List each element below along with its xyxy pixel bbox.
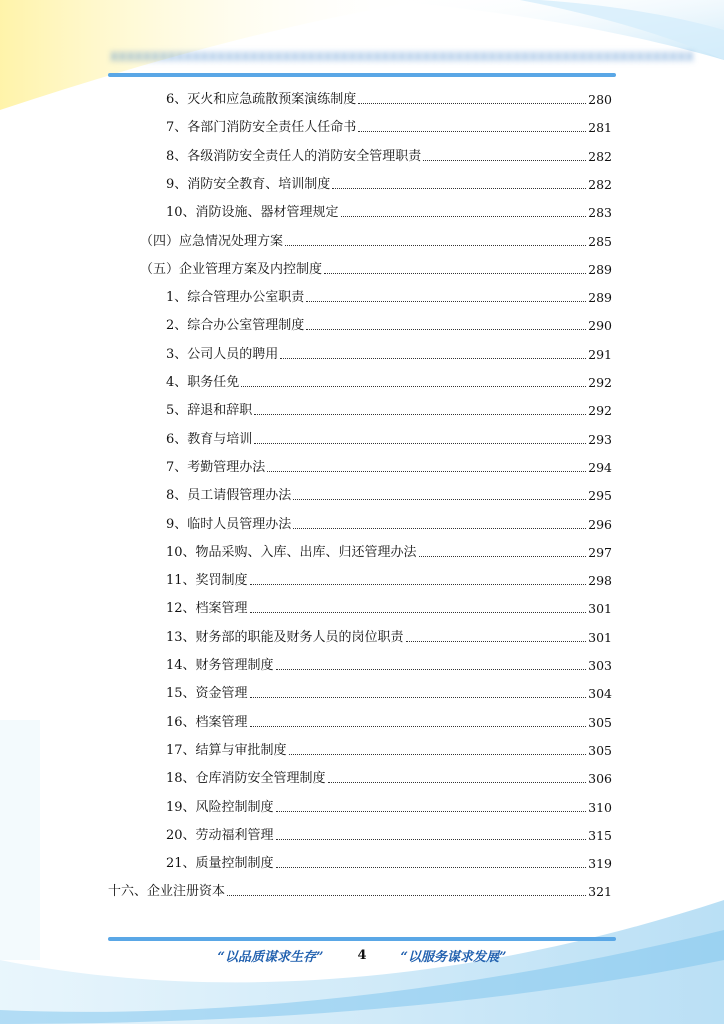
toc-entry[interactable] [140,230,612,250]
toc-leader-dots [241,386,586,387]
toc-leader-dots [358,103,586,104]
toc-entry-page: 298 [588,573,612,589]
toc-entry-page: 301 [588,629,612,645]
toc-entry[interactable] [166,286,612,306]
toc-entry-page: 297 [588,544,612,560]
toc-entry[interactable] [166,399,612,419]
toc-entry-label: 8、员工请假管理办法 [166,488,292,504]
toc-entry[interactable] [166,116,612,136]
toc-entry[interactable] [166,343,612,363]
toc-entry-label: 8、各级消防安全责任人的消防安全管理职责 [166,148,422,164]
toc-entry-label: 10、物品采购、入库、出库、归还管理办法 [166,544,417,560]
toc-entry-page: 310 [588,799,612,815]
toc-entry[interactable] [166,173,612,193]
toc-entry-page: 291 [588,346,612,362]
toc-entry[interactable] [166,654,612,674]
toc-entry-label: 21、质量控制制度 [166,856,274,872]
toc-leader-dots [289,754,587,755]
toc-entry-page: 292 [588,375,612,390]
toc-entry-label: 1、综合管理办公室职责 [166,290,305,306]
toc-entry[interactable] [166,456,612,476]
toc-leader-dots [250,697,587,698]
toc-entry-label: 17、结算与审批制度 [166,742,287,758]
toc-leader-dots [227,895,586,896]
toc-leader-dots [276,867,587,868]
toc-entry-label: 9、临时人员管理办法 [166,516,292,532]
toc-leader-dots [254,443,586,444]
toc-leader-dots [306,329,586,330]
toc-leader-dots [280,358,586,359]
toc-entry-label: 16、档案管理 [166,714,248,730]
toc-leader-dots [276,811,587,812]
toc-leader-dots [293,499,586,500]
toc-entry-label: 7、各部门消防安全责任人任命书 [166,120,357,136]
toc-entry-label: 7、考勤管理办法 [166,459,266,475]
toc-entry-page: 303 [588,658,612,673]
toc-entry-page: 295 [588,488,612,504]
footer-divider [108,937,616,941]
toc-leader-dots [419,556,587,557]
toc-leader-dots [358,131,586,132]
toc-entry-page: 319 [588,856,612,872]
toc-leader-dots [306,301,586,302]
toc-entry-label: 10、消防设施、器材管理规定 [166,205,339,221]
page-number: 4 [357,947,367,963]
toc-leader-dots [250,612,587,613]
footer-left-slogan: “以品质谋求生存” [217,949,324,965]
toc-entry[interactable] [166,597,612,617]
toc-entry-label: 6、教育与培训 [166,431,253,447]
toc-leader-dots [267,471,586,472]
toc-entry[interactable] [166,88,612,108]
toc-entry-label: 20、劳动福利管理 [166,827,274,843]
toc-entry-page: 280 [588,92,612,107]
toc-entry-label: 18、仓库消防安全管理制度 [166,771,326,787]
toc-entry-label: 十六、企业注册资本 [108,884,226,900]
toc-entry-page: 301 [588,601,612,617]
toc-entry[interactable] [108,880,612,900]
toc-leader-dots [285,245,586,246]
toc-entry[interactable] [166,852,612,872]
toc-entry[interactable] [166,541,612,561]
toc-entry[interactable] [166,484,612,504]
toc-entry-label: （四）应急情况处理方案 [140,233,284,249]
toc-entry-page: 305 [588,742,612,758]
toc-entry-page: 292 [588,403,612,419]
toc-entry[interactable] [166,626,612,646]
toc-entry-label: 11、奖罚制度 [166,573,248,589]
header-blurred-text: XXXXXXXXXXXXXXXXXXXXXXXXXXXXXXXXXXXXXXXXXXXXXXXXXXXXXXXXXXXXXXXXXXXXXXX [110,50,694,64]
toc-entry-page: 282 [588,148,612,164]
toc-entry[interactable] [166,314,612,334]
toc-entry[interactable] [166,796,612,816]
footer-right-slogan: “以服务谋求发展” [400,949,507,965]
toc-entry[interactable] [166,569,612,589]
toc-entry-label: 5、辞退和辞职 [166,403,253,419]
toc-entry-page: 290 [588,318,612,334]
toc-entry-page: 305 [588,714,612,730]
toc-entry-label: 15、资金管理 [166,686,248,702]
toc-entry[interactable] [166,145,612,165]
toc-entry-page: 304 [588,686,612,702]
toc-leader-dots [276,669,587,670]
toc-entry-page: 281 [588,120,612,136]
toc-leader-dots [250,584,587,585]
toc-entry[interactable] [166,711,612,731]
toc-entry-label: 9、消防安全教育、培训制度 [166,176,331,192]
toc-entry-page: 289 [588,261,612,277]
toc-entry-label: 13、财务部的职能及财务人员的岗位职责 [166,629,404,645]
toc-leader-dots [254,414,586,415]
toc-entry-label: 19、风险控制制度 [166,799,274,815]
toc-entry[interactable] [166,739,612,759]
toc-leader-dots [324,273,586,274]
toc-leader-dots [293,528,586,529]
toc-entry-page: 293 [588,431,612,447]
toc-entry[interactable] [166,767,612,787]
toc-entry-label: 4、职务任免 [166,375,240,390]
toc-leader-dots [332,188,586,189]
toc-entry-label: 2、综合办公室管理制度 [166,318,305,334]
toc-entry[interactable] [166,513,612,533]
toc-leader-dots [276,839,587,840]
toc-entry[interactable] [140,258,612,278]
toc-entry-page: 294 [588,459,612,475]
toc-entry-page: 315 [588,827,612,843]
toc-entry-page: 289 [588,290,612,306]
toc-entry-page: 282 [588,176,612,192]
toc-entry-page: 306 [588,771,612,787]
toc-entry[interactable] [166,201,612,221]
toc-entry[interactable] [166,824,612,844]
toc-leader-dots [250,726,587,727]
toc-leader-dots [423,160,586,161]
header-divider [108,73,616,77]
toc-entry-label: （五）企业管理方案及内控制度 [140,261,323,277]
toc-entry-label: 3、公司人员的聘用 [166,346,279,362]
toc-entry-page: 321 [588,884,612,900]
toc-leader-dots [328,782,587,783]
toc-entry-page: 283 [588,205,612,221]
toc-entry[interactable] [166,682,612,702]
toc-entry-page: 296 [588,516,612,532]
toc-entry-label: 12、档案管理 [166,601,248,617]
toc-entry-label: 6、灭火和应急疏散预案演练制度 [166,92,357,107]
toc-entry-label: 14、财务管理制度 [166,658,274,673]
toc-entry[interactable] [166,428,612,448]
toc-leader-dots [341,216,587,217]
toc-leader-dots [406,641,587,642]
footer [108,944,616,966]
toc-entry-page: 285 [588,233,612,249]
toc-entry[interactable] [166,371,612,391]
